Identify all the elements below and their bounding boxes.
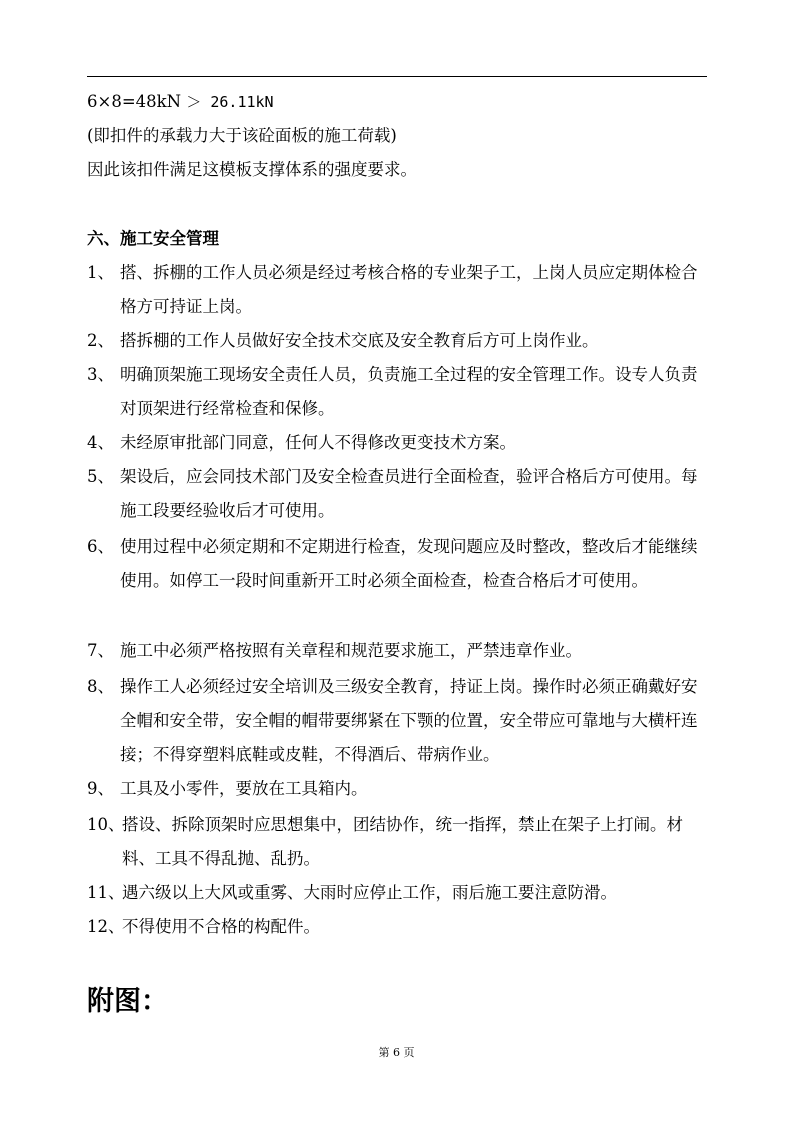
list-item-number: 7、 — [87, 641, 114, 660]
list-item — [87, 530, 712, 598]
list-item-text: 架设后，应会同技术部门及安全检查员进行全面检查，验评合格后方可使用。每施工段要经验收后才可使用。 — [120, 467, 698, 520]
list-item — [87, 876, 712, 910]
list-item-number: 11、 — [87, 883, 125, 902]
page-number: 第 6 页 — [378, 1046, 415, 1059]
list-item-text: 搭、拆棚的工作人员必须是经过考核合格的专业架子工，上岗人员应定期体检合格方可持证上岗。 — [120, 263, 698, 316]
list-item — [87, 772, 712, 806]
header-rule — [87, 76, 707, 77]
list-item — [87, 634, 712, 668]
list-item-text: 搭设、拆除顶架时应思想集中，团结协作，统一指挥，禁止在架子上打闹。材料、工具不得乱抛、乱扔。 — [122, 815, 683, 868]
list-item-number: 10、 — [87, 815, 125, 834]
calc-conclusion: 因此该扣件满足这模板支撑体系的强度要求。 — [87, 160, 417, 179]
list-item — [87, 670, 712, 772]
list-item-text: 遇六级以上大风或重雾、大雨时应停止工作，雨后施工要注意防滑。 — [122, 883, 617, 902]
list-item-number: 12、 — [87, 917, 125, 936]
list-item-number: 2、 — [87, 331, 114, 350]
figure-heading: 附图： — [87, 986, 168, 1017]
calc-formula-right: ＞ 26.11kN — [186, 93, 274, 111]
list-item-number: 4、 — [87, 433, 114, 452]
list-item-text: 明确顶架施工现场安全责任人员，负责施工全过程的安全管理工作。设专人负责对顶架进行经常检查和保修。 — [120, 365, 698, 418]
list-item-number: 6、 — [87, 537, 114, 556]
list-item — [87, 324, 712, 358]
list-item-text: 搭拆棚的工作人员做好安全技术交底及安全教育后方可上岗作业。 — [120, 331, 599, 350]
calc-note: (即扣件的承载力大于该砼面板的施工荷载) — [87, 126, 397, 145]
list-item — [87, 358, 712, 426]
list-item-number: 1、 — [87, 263, 114, 282]
list-item — [87, 910, 712, 944]
section-title: 六、施工安全管理 — [87, 229, 219, 248]
list-item-number: 8、 — [87, 677, 114, 696]
list-item — [87, 808, 712, 876]
list-item — [87, 426, 712, 460]
list-item-number: 9、 — [87, 779, 114, 798]
list-item-text: 未经原审批部门同意，任何人不得修改更变技术方案。 — [120, 433, 516, 452]
list-item-text: 工具及小零件，要放在工具箱内。 — [120, 779, 368, 798]
list-item — [87, 460, 712, 528]
list-item-text: 不得使用不合格的构配件。 — [122, 917, 320, 936]
list-item — [87, 256, 712, 324]
list-item-text: 操作工人必须经过安全培训及三级安全教育，持证上岗。操作时必须正确戴好安全帽和安全带，安全帽的帽带要绑紧在下颚的位置，安全带应可靠地与大横杆连接；不得穿塑料底鞋或皮鞋，不得酒后、带病作业。 — [120, 677, 698, 764]
calc-formula-left: 6×8=48kN — [87, 92, 182, 111]
list-item-number: 3、 — [87, 365, 114, 384]
list-item-text: 使用过程中必须定期和不定期进行检查，发现问题应及时整改，整改后才能继续使用。如停工一段时间重新开工时必须全面检查，检查合格后才可使用。 — [120, 537, 698, 590]
list-item-number: 5、 — [87, 467, 114, 486]
calc-formula — [87, 92, 274, 112]
list-item-text: 施工中必须严格按照有关章程和规范要求施工，严禁违章作业。 — [120, 641, 582, 660]
